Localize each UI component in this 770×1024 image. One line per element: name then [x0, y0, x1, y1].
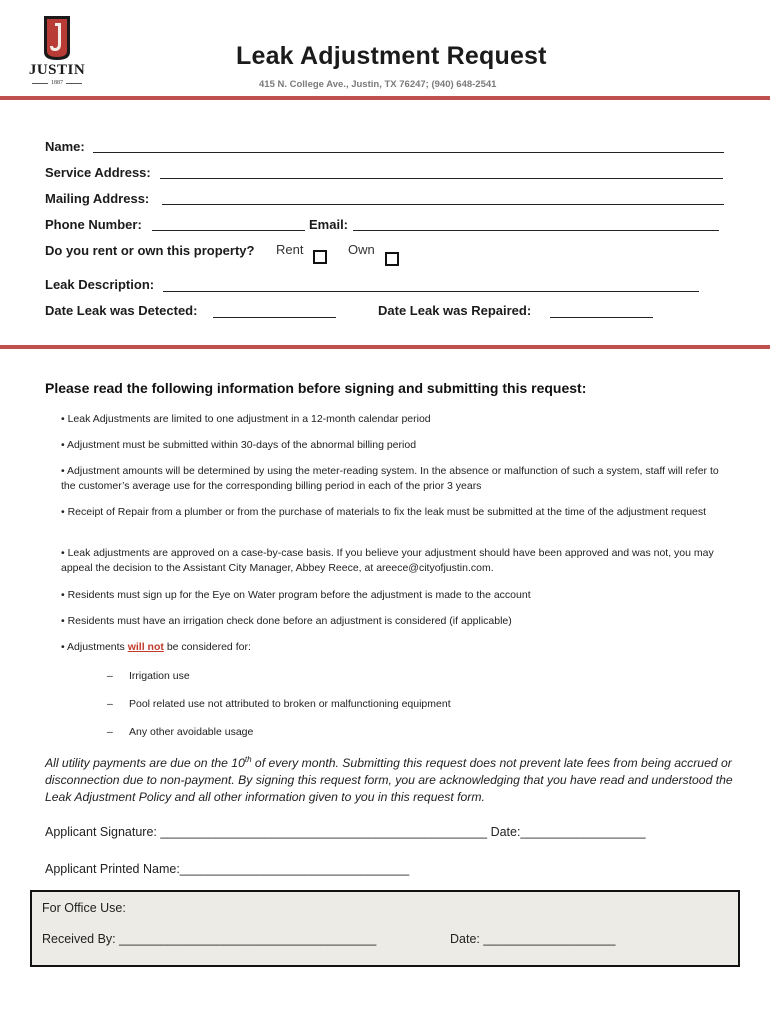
- dash-marker: –: [107, 698, 113, 710]
- notice-text-end: of every month. Submitting this request does not prevent late fees from being accrued or disconnection due to non-payment. By signing this request form, you are acknowledging that you have read and understood the Leak Adjustment Policy and all other information given to you in this request form.: [45, 756, 733, 805]
- mailing-address-label: Mailing Address:: [45, 191, 150, 206]
- rent-option-label: Rent: [276, 242, 304, 257]
- office-date-label: Date:: [450, 932, 484, 946]
- logo-wordmark: JUSTIN: [28, 62, 86, 78]
- info-bullet: • Adjustment must be submitted within 30-days of the abnormal billing period: [61, 439, 417, 451]
- exclusion-item: [107, 698, 451, 710]
- exclusion-text: Any other avoidable usage: [129, 726, 254, 738]
- exclusion-item: [107, 726, 253, 738]
- leak-description-label: Leak Description:: [45, 277, 155, 292]
- service-address-label: Service Address:: [45, 165, 151, 180]
- exclusion-text: Pool related use not attributed to broken or malfunctioning equipment: [129, 698, 451, 710]
- notice-superscript: th: [244, 755, 252, 764]
- dash-marker: –: [107, 670, 113, 682]
- will-not-emphasis: will not: [127, 641, 164, 653]
- service-address-field[interactable]: [160, 178, 723, 179]
- info-bullet: • Residents must sign up for the Eye on Water program before the adjustment is made to the account: [61, 589, 531, 601]
- mailing-address-field[interactable]: [162, 204, 724, 205]
- received-by-label: Received By:: [42, 932, 120, 946]
- received-by-field[interactable]: _____________________________________: [119, 932, 377, 946]
- info-bullet: • Adjustment amounts will be determined by using the meter-reading system. In the absence or malfunction of such a system, staff will refer to the customer’s average use for the corresponding billing period in each of the prior 3 years: [61, 465, 719, 492]
- name-field[interactable]: [93, 152, 724, 153]
- signature-date-field[interactable]: __________________: [520, 825, 646, 839]
- info-bullet: • Residents must have an irrigation check done before an adjustment is considered (if applicable): [61, 615, 512, 627]
- justin-j-emblem-icon: [22, 14, 92, 62]
- office-date-row: [450, 932, 615, 946]
- phone-label: Phone Number:: [45, 217, 142, 232]
- info-bullet: • Leak Adjustments are limited to one adjustment in a 12-month calendar period: [61, 413, 431, 425]
- email-field[interactable]: [353, 230, 719, 231]
- signature-label: Applicant Signature:: [45, 825, 161, 839]
- section-divider: [0, 345, 770, 349]
- dash-marker: –: [107, 726, 113, 738]
- office-use-box: [30, 890, 740, 967]
- date-repaired-label: Date Leak was Repaired:: [378, 303, 532, 318]
- received-by-row: [42, 932, 376, 946]
- printed-name-field[interactable]: _________________________________: [179, 862, 410, 876]
- info-bullet: • Receipt of Repair from a plumber or from the purchase of materials to fix the leak must be submitted at the time of the adjustment request: [61, 506, 707, 518]
- date-detected-field[interactable]: [213, 317, 336, 318]
- payment-notice: [45, 751, 735, 806]
- exclusion-text: Irrigation use: [129, 670, 190, 682]
- city-address: 415 N. College Ave., Justin, TX 76247; (940) 648-2541: [259, 79, 497, 90]
- logo-rule-right: [66, 83, 82, 84]
- exclusion-item: [107, 670, 190, 682]
- printed-name-label: Applicant Printed Name:: [45, 862, 180, 876]
- own-checkbox[interactable]: [385, 252, 399, 266]
- header-divider: [0, 96, 770, 100]
- rent-checkbox[interactable]: [313, 250, 327, 264]
- leak-description-field[interactable]: [163, 291, 699, 292]
- info-heading: Please read the following information before signing and submitting this request:: [45, 380, 587, 396]
- own-option-label: Own: [348, 242, 375, 257]
- logo-year: 1887: [51, 80, 63, 86]
- info-bullet: • Leak adjustments are approved on a case-by-case basis. If you believe your adjustment should have been approved and was not, you may appeal the decision to the Assistant City Manager, Abbey Reece, at areece@cityofjustin.com.: [61, 547, 714, 574]
- phone-field[interactable]: [152, 230, 305, 231]
- not-considered-prefix: • Adjustments: [61, 641, 125, 653]
- signature-row: [45, 825, 646, 839]
- office-date-field[interactable]: ___________________: [483, 932, 616, 946]
- signature-date-label: Date:: [487, 825, 521, 839]
- rent-own-label: Do you rent or own this property?: [45, 243, 255, 258]
- office-use-label: For Office Use:: [42, 901, 126, 915]
- date-detected-label: Date Leak was Detected:: [45, 303, 198, 318]
- city-logo: [22, 14, 92, 94]
- page-title: Leak Adjustment Request: [236, 42, 547, 70]
- email-label: Email:: [309, 217, 349, 232]
- not-considered-heading: [61, 640, 731, 655]
- signature-field[interactable]: _______________________________________________: [160, 825, 488, 839]
- name-label: Name:: [45, 139, 85, 154]
- not-considered-suffix: be considered for:: [166, 641, 251, 653]
- date-repaired-field[interactable]: [550, 317, 653, 318]
- printed-name-row: [45, 862, 409, 876]
- notice-text-start: All utility payments are due on the 10: [45, 756, 245, 771]
